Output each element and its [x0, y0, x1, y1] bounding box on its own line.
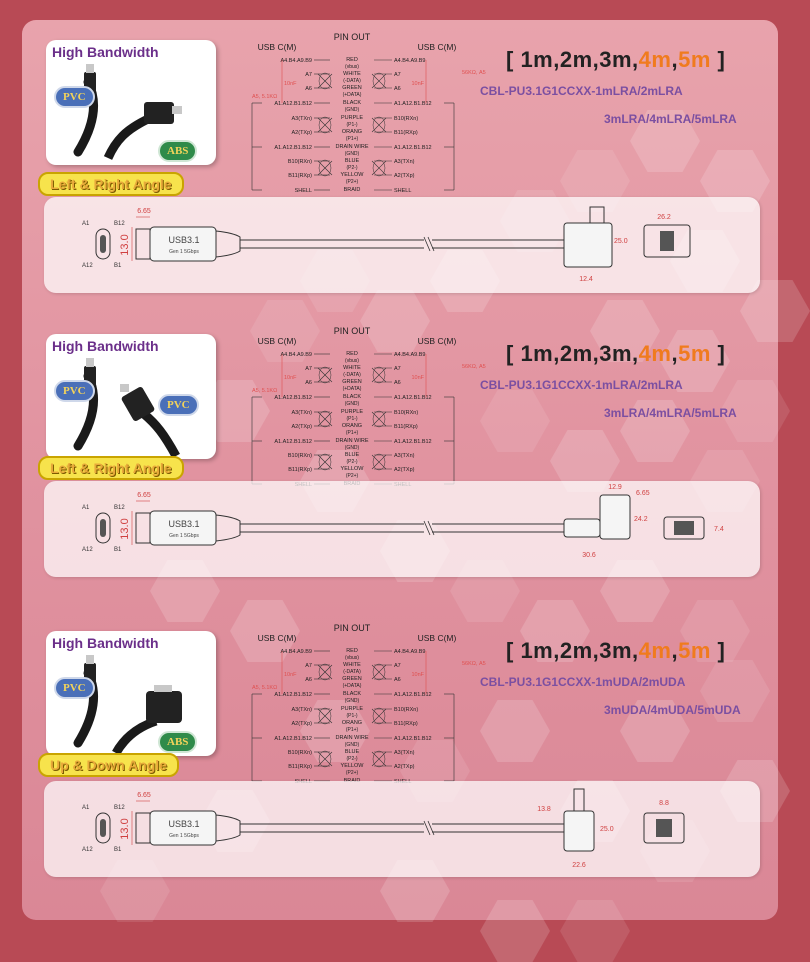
- pin-label-right: A1.A12.B1.B12: [394, 145, 432, 151]
- resistor-label-left: A5, 5.1KΩ: [252, 94, 278, 100]
- plug-shell: [136, 229, 150, 259]
- connector-right-angle: [144, 102, 174, 124]
- wire-signal-label: (vbus): [345, 64, 359, 70]
- connector-port: [100, 819, 106, 837]
- cable-body: [108, 120, 146, 158]
- wire-signal-label: (P2+): [345, 473, 359, 479]
- wire-color-label: BRAID: [343, 187, 361, 193]
- plug-shell: [574, 789, 584, 811]
- wire-signal-label: (P1+): [345, 136, 359, 142]
- wire-signal-label: (-DATA): [343, 372, 361, 378]
- dimension-6-65: 6.65: [137, 208, 151, 215]
- capacitor-label-left: 10nF: [284, 672, 297, 678]
- pin-label-right: A7: [394, 366, 401, 372]
- dimension-22-6: 22.6: [572, 862, 586, 869]
- wire-signal-label: (-DATA): [343, 669, 361, 675]
- pin-a1-label: A1: [82, 505, 90, 511]
- capacitor-label-right: 10nF: [411, 672, 424, 678]
- break-mark: [424, 237, 434, 251]
- wire-signal-label: (P2+): [345, 179, 359, 185]
- capacitor-label-right: 10nF: [411, 375, 424, 381]
- wire-color-label: BLUE: [344, 749, 360, 755]
- wire-signal-label: (GND): [344, 151, 360, 157]
- pin-label-right: A4.B4.A9.B9: [394, 649, 426, 655]
- dimension-drawing-svg: [44, 481, 760, 577]
- right-connector-header: USB C(M): [417, 633, 457, 643]
- left-connector-header: USB C(M): [257, 42, 297, 52]
- pin-label-left: A7: [305, 663, 312, 669]
- connector-print-sublabel: Gen 1 5Gbps: [169, 833, 199, 839]
- wire-signal-label: (GND): [344, 742, 360, 748]
- pin-label-left: A1.A12.B1.B12: [274, 101, 312, 107]
- pinout-title: PIN OUT: [333, 623, 371, 633]
- resistor-label-left: A5, 5.1KΩ: [252, 685, 278, 691]
- dimension-13-0: 13.0: [119, 818, 131, 840]
- pin-label-left: A1.A12.B1.B12: [274, 395, 312, 401]
- pin-label-left: B11(RXp): [288, 173, 312, 179]
- cable-body: [144, 414, 176, 456]
- pin-label-right: B10(RXn): [394, 707, 419, 713]
- right-angle-connector: [564, 519, 600, 537]
- resistor-label-right: 56KΩ, A5: [462, 364, 486, 370]
- pin-a1-label: A1: [82, 221, 90, 227]
- pin-label-right: B10(RXn): [394, 410, 419, 416]
- pin-label-right: A6: [394, 677, 401, 683]
- left-connector-header: USB C(M): [257, 633, 297, 643]
- resistor-label-right: 56KΩ, A5: [462, 70, 486, 76]
- wire-color-label: BLACK: [342, 394, 362, 400]
- strain-relief: [216, 515, 240, 541]
- pin-label-left: A4.B4.A9.B9: [280, 58, 312, 64]
- strain-relief: [216, 231, 240, 257]
- pin-label-right: A4.B4.A9.B9: [394, 58, 426, 64]
- dimension-26-2: 26.2: [657, 214, 671, 221]
- material-badge-1: PVC: [54, 677, 95, 699]
- cable-lengths: [ 1m,2m,3m,4m,5m ]: [506, 638, 726, 663]
- part-number-line-1: CBL-PU3.1G1CCXX-1mUDA/2mUDA: [480, 675, 686, 689]
- capacitor-label-left: 10nF: [284, 81, 297, 87]
- resistor-label-left: A5, 5.1KΩ: [252, 388, 278, 394]
- pin-label-right: A1.A12.B1.B12: [394, 101, 432, 107]
- wire-signal-label: (GND): [344, 401, 360, 407]
- dimension-6-65: 6.65: [636, 490, 650, 497]
- wire-color-label: PURPLE: [340, 409, 364, 415]
- pin-label-left: A2(TXp): [291, 130, 312, 136]
- dimension-drawing-svg: [44, 781, 760, 877]
- dimension-12-9: 12.9: [608, 484, 622, 491]
- connector-print-label: USB3.1: [168, 235, 200, 245]
- part-number-line-1: CBL-PU3.1G1CCXX-1mLRA/2mLRA: [480, 84, 683, 98]
- pin-b12-label: B12: [114, 221, 125, 227]
- capacitor-label-left: 10nF: [284, 375, 297, 381]
- connector-port: [674, 521, 694, 535]
- cable-lengths: [ 1m,2m,3m,4m,5m ]: [506, 341, 726, 366]
- plug-shell: [136, 813, 150, 843]
- wire-signal-label: (GND): [344, 445, 360, 451]
- dimension-30-6: 30.6: [582, 552, 596, 559]
- pin-label-left: A7: [305, 72, 312, 78]
- angle-type-label: Left & Right Angle: [38, 456, 184, 480]
- pin-label-right: A4.B4.A9.B9: [394, 352, 426, 358]
- pin-b12-label: B12: [114, 805, 125, 811]
- wire-color-label: YELLOW: [340, 763, 364, 769]
- wire-signal-label: (+DATA): [342, 92, 362, 98]
- wire-color-label: BLUE: [344, 452, 360, 458]
- pin-label-right: B11(RXp): [394, 424, 418, 430]
- dimension-25-0: 25.0: [614, 238, 628, 245]
- pin-label-left: A6: [305, 677, 312, 683]
- pin-label-left: B10(RXn): [287, 750, 312, 756]
- pin-label-left: A3(TXn): [291, 410, 312, 416]
- right-connector-header: USB C(M): [417, 42, 457, 52]
- pin-label-right: A2(TXp): [394, 173, 415, 179]
- pin-a12-label: A12: [82, 263, 93, 269]
- wire-color-label: PURPLE: [340, 706, 364, 712]
- wire-signal-label: (P1-): [346, 122, 358, 128]
- pin-a1-label: A1: [82, 805, 90, 811]
- pin-label-left: A1.A12.B1.B12: [274, 145, 312, 151]
- wire-signal-label: (+DATA): [342, 683, 362, 689]
- pin-label-right: A3(TXn): [394, 159, 415, 165]
- pin-label-right: A7: [394, 72, 401, 78]
- pin-label-left: SHELL: [294, 188, 312, 194]
- usb-c-plug: [172, 106, 182, 114]
- high-bandwidth-label: High Bandwidth: [52, 44, 159, 60]
- cable-lengths: [ 1m,2m,3m,4m,5m ]: [506, 47, 726, 72]
- dimension-8-8: 8.8: [659, 800, 669, 807]
- connector-port: [656, 819, 672, 837]
- wire-signal-label: (vbus): [345, 358, 359, 364]
- pin-b12-label: B12: [114, 505, 125, 511]
- wire-signal-label: (GND): [344, 107, 360, 113]
- product-photo: [46, 334, 216, 459]
- usb-c-plug: [154, 685, 172, 692]
- right-angle-connector: [564, 223, 612, 267]
- material-badge-2: ABS: [158, 140, 197, 162]
- wire-signal-label: (P1+): [345, 727, 359, 733]
- capacitor-label-right: 10nF: [411, 81, 424, 87]
- pin-a12-label: A12: [82, 547, 93, 553]
- pin-label-left: A6: [305, 380, 312, 386]
- pin-label-left: A6: [305, 86, 312, 92]
- connector-up-down-angle: [146, 691, 182, 723]
- pin-label-right: A3(TXn): [394, 453, 415, 459]
- strain-relief: [216, 815, 240, 841]
- pin-label-right: B11(RXp): [394, 130, 418, 136]
- angle-type-label: Up & Down Angle: [38, 753, 179, 777]
- dimension-6-65: 6.65: [137, 792, 151, 799]
- plug-shell: [590, 207, 604, 223]
- pin-label-right: A1.A12.B1.B12: [394, 692, 432, 698]
- pin-label-right: B10(RXn): [394, 116, 419, 122]
- wire-color-label: ORANG: [341, 129, 363, 135]
- dimension-7-4: 7.4: [714, 526, 724, 533]
- plug-shell: [136, 513, 150, 543]
- pin-label-right: A2(TXp): [394, 764, 415, 770]
- wire-color-label: WHITE: [343, 365, 361, 371]
- material-badge-2: ABS: [158, 731, 197, 753]
- wire-color-label: WHITE: [343, 71, 361, 77]
- wire-color-label: DRAIN WIRE: [335, 735, 369, 741]
- connector-print-sublabel: Gen 1 5Gbps: [169, 533, 199, 539]
- connector-print-label: USB3.1: [168, 819, 200, 829]
- pin-label-left: B10(RXn): [287, 453, 312, 459]
- pin-label-left: A2(TXp): [291, 721, 312, 727]
- pin-label-left: A2(TXp): [291, 424, 312, 430]
- dimension-drawing: [44, 481, 760, 577]
- pinout-diagram: [222, 30, 486, 195]
- break-mark: [424, 521, 434, 535]
- pin-label-left: A7: [305, 366, 312, 372]
- cable-body: [116, 721, 156, 753]
- pin-label-left: A1.A12.B1.B12: [274, 439, 312, 445]
- wire-color-label: GREEN: [342, 379, 362, 385]
- left-connector-header: USB C(M): [257, 336, 297, 346]
- pin-b1-label: B1: [114, 263, 122, 269]
- wire-signal-label: (-DATA): [343, 78, 361, 84]
- material-badge-1: PVC: [54, 380, 95, 402]
- right-angle-connector: [600, 495, 630, 539]
- wire-color-label: YELLOW: [340, 466, 364, 472]
- dimension-13-0: 13.0: [119, 234, 131, 256]
- connector-port: [100, 235, 106, 253]
- pin-label-left: A1.A12.B1.B12: [274, 736, 312, 742]
- dimension-13-8: 13.8: [537, 806, 551, 813]
- dimension-drawing: [44, 781, 760, 877]
- pin-label-right: A6: [394, 380, 401, 386]
- right-connector-header: USB C(M): [417, 336, 457, 346]
- material-badge-1: PVC: [54, 86, 95, 108]
- wire-color-label: PURPLE: [340, 115, 364, 121]
- part-number-line-1: CBL-PU3.1G1CCXX-1mLRA/2mLRA: [480, 378, 683, 392]
- wire-signal-label: (vbus): [345, 655, 359, 661]
- pin-label-left: B10(RXn): [287, 159, 312, 165]
- connector-port: [100, 519, 106, 537]
- wire-color-label: BLACK: [342, 100, 362, 106]
- dimension-13-0: 13.0: [119, 518, 131, 540]
- pinout-diagram: [222, 324, 486, 489]
- up-down-connector: [564, 811, 594, 851]
- connector-port: [660, 231, 674, 251]
- pin-label-right: A3(TXn): [394, 750, 415, 756]
- usb-c-plug: [120, 384, 129, 392]
- wire-color-label: GREEN: [342, 676, 362, 682]
- part-number-line-2: 3mLRA/4mLRA/5mLRA: [604, 112, 737, 126]
- dimension-drawing: [44, 197, 760, 293]
- part-number-line-2: 3mLRA/4mLRA/5mLRA: [604, 406, 737, 420]
- pin-label-left: A4.B4.A9.B9: [280, 352, 312, 358]
- wire-signal-label: (P1-): [346, 713, 358, 719]
- wire-color-label: RED: [346, 648, 358, 654]
- wire-color-label: YELLOW: [340, 172, 364, 178]
- pin-label-right: A6: [394, 86, 401, 92]
- dimension-drawing-svg: [44, 197, 760, 293]
- wire-signal-label: (P1+): [345, 430, 359, 436]
- product-photo: [46, 631, 216, 756]
- pin-label-right: A1.A12.B1.B12: [394, 736, 432, 742]
- wire-signal-label: (P2+): [345, 770, 359, 776]
- high-bandwidth-label: High Bandwidth: [52, 338, 159, 354]
- wire-signal-label: (P2-): [346, 756, 358, 762]
- wire-color-label: ORANG: [341, 720, 363, 726]
- wire-color-label: BLACK: [342, 691, 362, 697]
- wire-color-label: GREEN: [342, 85, 362, 91]
- pin-label-right: A1.A12.B1.B12: [394, 439, 432, 445]
- dimension-12-4: 12.4: [579, 276, 593, 283]
- dimension-6-65: 6.65: [137, 492, 151, 499]
- pin-label-left: A1.A12.B1.B12: [274, 692, 312, 698]
- pin-label-left: B11(RXp): [288, 467, 312, 473]
- material-badge-2: PVC: [158, 394, 199, 416]
- usb-c-plug: [86, 64, 94, 73]
- pinout-title: PIN OUT: [333, 326, 371, 336]
- pin-a12-label: A12: [82, 847, 93, 853]
- wire-color-label: DRAIN WIRE: [335, 144, 369, 150]
- pin-label-right: A7: [394, 663, 401, 669]
- break-mark: [424, 821, 434, 835]
- pin-label-left: A4.B4.A9.B9: [280, 649, 312, 655]
- wire-color-label: ORANG: [341, 423, 363, 429]
- wire-signal-label: (P1-): [346, 416, 358, 422]
- angle-type-label: Left & Right Angle: [38, 172, 184, 196]
- wire-signal-label: (P2-): [346, 165, 358, 171]
- connector-print-label: USB3.1: [168, 519, 200, 529]
- pin-label-right: A1.A12.B1.B12: [394, 395, 432, 401]
- usb-c-plug: [86, 358, 94, 367]
- pin-label-left: B11(RXp): [288, 764, 312, 770]
- resistor-label-right: 56KΩ, A5: [462, 661, 486, 667]
- dimension-24-2: 24.2: [634, 516, 648, 523]
- pin-b1-label: B1: [114, 847, 122, 853]
- wire-signal-label: (GND): [344, 698, 360, 704]
- pin-label-right: B11(RXp): [394, 721, 418, 727]
- dimension-25-0: 25.0: [600, 826, 614, 833]
- wire-color-label: BLUE: [344, 158, 360, 164]
- pin-label-right: A2(TXp): [394, 467, 415, 473]
- pinout-title: PIN OUT: [333, 32, 371, 42]
- pin-b1-label: B1: [114, 547, 122, 553]
- wire-color-label: RED: [346, 351, 358, 357]
- wire-color-label: WHITE: [343, 662, 361, 668]
- wire-color-label: RED: [346, 57, 358, 63]
- part-number-line-2: 3mUDA/4mUDA/5mUDA: [604, 703, 741, 717]
- usb-c-plug: [86, 655, 94, 664]
- pin-label-right: SHELL: [394, 188, 412, 194]
- pin-label-left: A3(TXn): [291, 116, 312, 122]
- pin-label-left: A3(TXn): [291, 707, 312, 713]
- connector-print-sublabel: Gen 1 5Gbps: [169, 249, 199, 255]
- wire-color-label: DRAIN WIRE: [335, 438, 369, 444]
- pinout-diagram: [222, 621, 486, 786]
- wire-signal-label: (+DATA): [342, 386, 362, 392]
- high-bandwidth-label: High Bandwidth: [52, 635, 159, 651]
- wire-signal-label: (P2-): [346, 459, 358, 465]
- product-photo: [46, 40, 216, 165]
